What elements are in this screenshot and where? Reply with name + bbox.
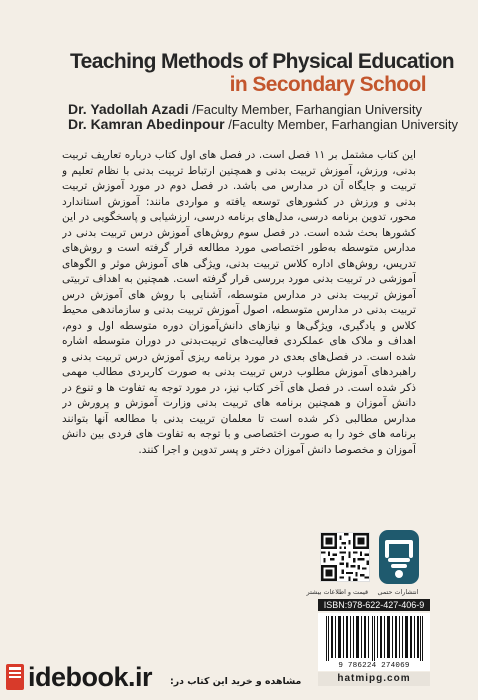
author-2-affiliation: /Faculty Member, Farhangian University (228, 117, 459, 132)
book-title-line-1: Teaching Methods of Physical Education (70, 50, 455, 73)
book-icon (4, 662, 26, 692)
watermark-caption: مشاهده و خرید این کتاب در: (170, 676, 302, 687)
publisher-logo-icon (376, 528, 422, 588)
author-1-affiliation: /Faculty Member, Farhangian University (192, 102, 422, 117)
barcode-number: 9 786224 274069 (318, 661, 430, 671)
book-description: این کتاب مشتمل بر ۱۱ فصل است. در فصل های اول کتاب درباره تعاریف تربیت بدنی، ورزش، آموزش تربیت بدنی و همچنین ارتباط تربیت بدنی با نظام تعلیم و تربیت و جایگاه آن در مدارس می باشد. در فصل دوم در مورد آموزش تربیت بدنی و ورزش در کشورهای توسعه یافته و مواردی مانند: آموزش استاندارد محور، تدوین برنامه درسی، مدل‌های برنامه درسی، ارزشیابی و پاسخگویی در این کشورها بحث شده است. در فصل سوم روش‌های آموزش درس تربیت بدنی در مدارس متوسطه به‌طور اختصاصی مورد مطالعه قرار گرفته است و روش‌های تدریس، روش‌های اداره کلاس تربیت بدنی، ویژگی های آموزش موثر و الگوهای آموزشی در تربیت بدنی مورد بررسی قرار گرفته است. همچنین به اهداف تربیتی آموزش تربیت بدنی در مدارس متوسطه، آشنایی با روش های آموزش درس تربیت بدنی در مدارس متوسطه، اصول آموزش تربیت بدنی و سازماندهی محیط کلاس و یادگیری، ویژگی‌ها و نیازهای دانش‌آموزان دوره متوسطه اول و دوم، اهداف و ملاک های عملکردی فعالیت‌های تربیت‌بدنی در دوران متوسطه اشاره شده است. در فصل‌های بعدی در مورد برنامه ریزی آموزش درس تربیت بدنی و راهبردهای آموزش مطلوب درس تربیت بدنی به صورت کاربردی مطالب مهمی ذکر شده است. در فصل های آخر کتاب نیز، در مورد توجه به تفاوت ها و تنوع در دانش آموزان و همچنین برنامه های تربیت بدنی وزارت آموزش و پرورش در مدارس مطالبی ذکر شده است تا معلمان تربیت بدنی با مطالعه آنها بتوانند برنامه های خود را به صورت اختصاصی و با توجه به تفاوت های فردی بین دانش آموزان و مخصوصا دانش آموزان دختر و پسر تدوین و اجرا کنند. (62, 149, 416, 456)
publisher-website: hatmipg.com (318, 672, 430, 686)
author-1 (68, 101, 422, 117)
price-info-label: قیمت و اطلاعات بیشتر (306, 588, 368, 596)
watermark-site: idebook.ir (28, 662, 153, 692)
author-2-name: Dr. Kamran Abedinpour (68, 116, 225, 132)
book-title-line-2: in Secondary School (229, 73, 426, 96)
barcode-icon (318, 613, 430, 661)
author-2 (68, 116, 458, 132)
publisher-name: انتشارات حتمی (377, 588, 419, 596)
author-1-name: Dr. Yadollah Azadi (68, 101, 189, 117)
isbn-label: ISBN:978-622-427-406-9 (318, 599, 430, 611)
watermark (0, 652, 318, 700)
qr-code-icon (320, 532, 370, 582)
